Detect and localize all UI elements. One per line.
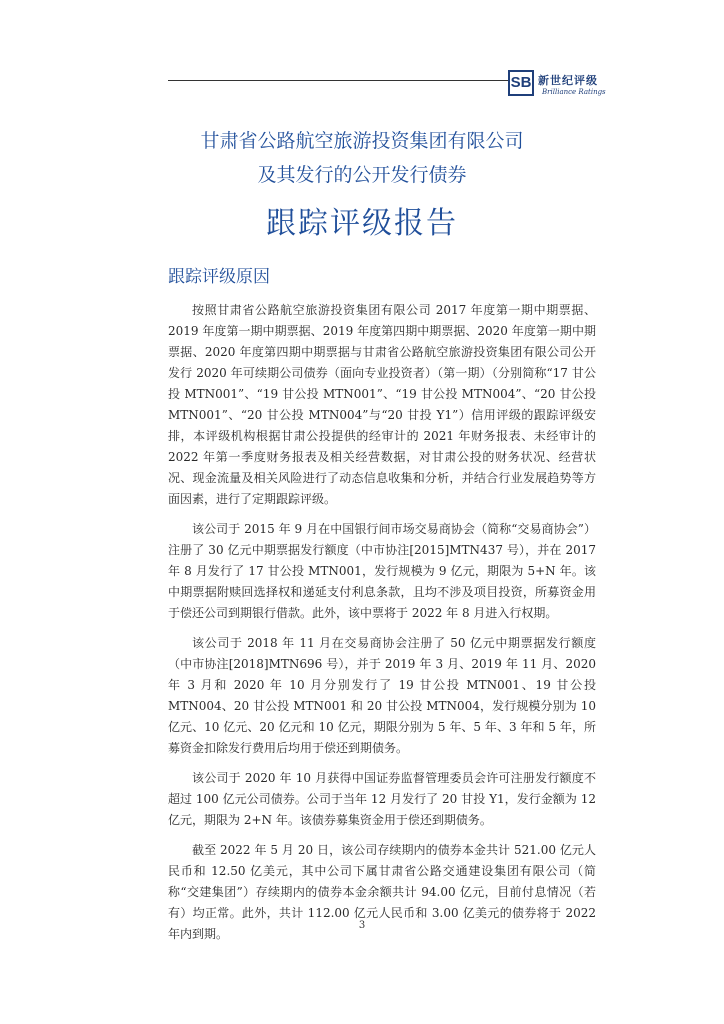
report-title-line-2: 及其发行的公开发行债券 bbox=[257, 164, 467, 186]
page-number: 3 bbox=[358, 920, 366, 931]
company-logo bbox=[508, 70, 606, 100]
logo-mark: SB bbox=[508, 70, 534, 96]
logo-name-cn: 新世纪评级 bbox=[538, 74, 598, 87]
report-title-main: 跟踪评级报告 bbox=[266, 206, 458, 241]
paragraph: 截至 2022 年 5 月 20 日，该公司存续期内的债券本金共计 521.00 亿元人民币和 12.50 亿美元，其中公司下属甘肃省公路交通建设集团有限公司（简称“交建集团”）存续期内的债券本金余额共计 94.00 亿元，目前付息情况（若有）均正常。此外，共计 112.00 亿元人民币和 3.00 亿美元的债券将于 2022 年内到期。 bbox=[168, 843, 596, 941]
body-text bbox=[168, 300, 596, 954]
paragraph: 按照甘肃省公路航空旅游投资集团有限公司 2017 年度第一期中期票据、2019 年度第一期中期票据、2019 年度第四期中期票据、2020 年度第一期中期票据、2020 年度第四期中期票据与甘肃省公路航空旅游投资集团有限公司公开发行 2020 年可续期公司债券（面向专业投资者）（第一期）（分别简称“17 甘公投 MTN001”、“19 甘公投 MTN001”、“19 甘公投 MTN004”、“20 甘公投 MTN001”、“20 甘公投 MTN004”与“20 甘投 Y1”）信用评级的跟踪评级安排，本评级机构根据甘肃公投提供的经审计的 2021 年财务报表、未经审计的 2022 年第一季度财务报表及相关经营数据，对甘肃公投的财务状况、经营状况、现金流量及相关风险进行了动态信息收集和分析，并结合行业发展趋势等方面因素，进行了定期跟踪评级。 bbox=[168, 303, 596, 506]
paragraph: 该公司于 2020 年 10 月获得中国证券监督管理委员会许可注册发行额度不超过 100 亿元公司债券。公司于当年 12 月发行了 20 甘投 Y1，发行金额为 12 亿元，期限为 2+N 年。该债券募集资金用于偿还到期债务。 bbox=[168, 771, 596, 827]
header-rule bbox=[168, 80, 508, 81]
paragraph: 该公司于 2015 年 9 月在中国银行间市场交易商协会（简称“交易商协会”）注册了 30 亿元中期票据发行额度（中市协注[2015]MTN437 号），并在 2017 年 8 月发行了 17 甘公投 MTN001，发行规模为 9 亿元，期限为 5+N 年。该中期票据附赎回选择权和递延支付利息条款，且均不涉及项目投资，所募资金用于偿还公司到期银行借款。此外，该中票将于 2022 年 8 月进入行权期。 bbox=[168, 522, 596, 620]
report-title-line-1: 甘肃省公路航空旅游投资集团有限公司 bbox=[200, 130, 524, 152]
paragraph: 该公司于 2018 年 11 月在交易商协会注册了 50 亿元中期票据发行额度（中市协注[2018]MTN696 号），并于 2019 年 3 月、2019 年 11 月、2020 年 3 月和 2020 年 10 月分别发行了 19 甘公投 MTN001、19 甘公投 MTN004、20 甘公投 MTN001 和 20 甘公投 MTN004，发行规模分别为 10 亿元、10 亿元、20 亿元和 10 亿元，期限分别为 5 年、5 年、3 年和 5 年，所募资金扣除发行费用后均用于偿还到期债务。 bbox=[168, 636, 596, 755]
logo-name-en: Brilliance Ratings bbox=[542, 88, 606, 96]
section-heading: 跟踪评级原因 bbox=[168, 267, 270, 287]
